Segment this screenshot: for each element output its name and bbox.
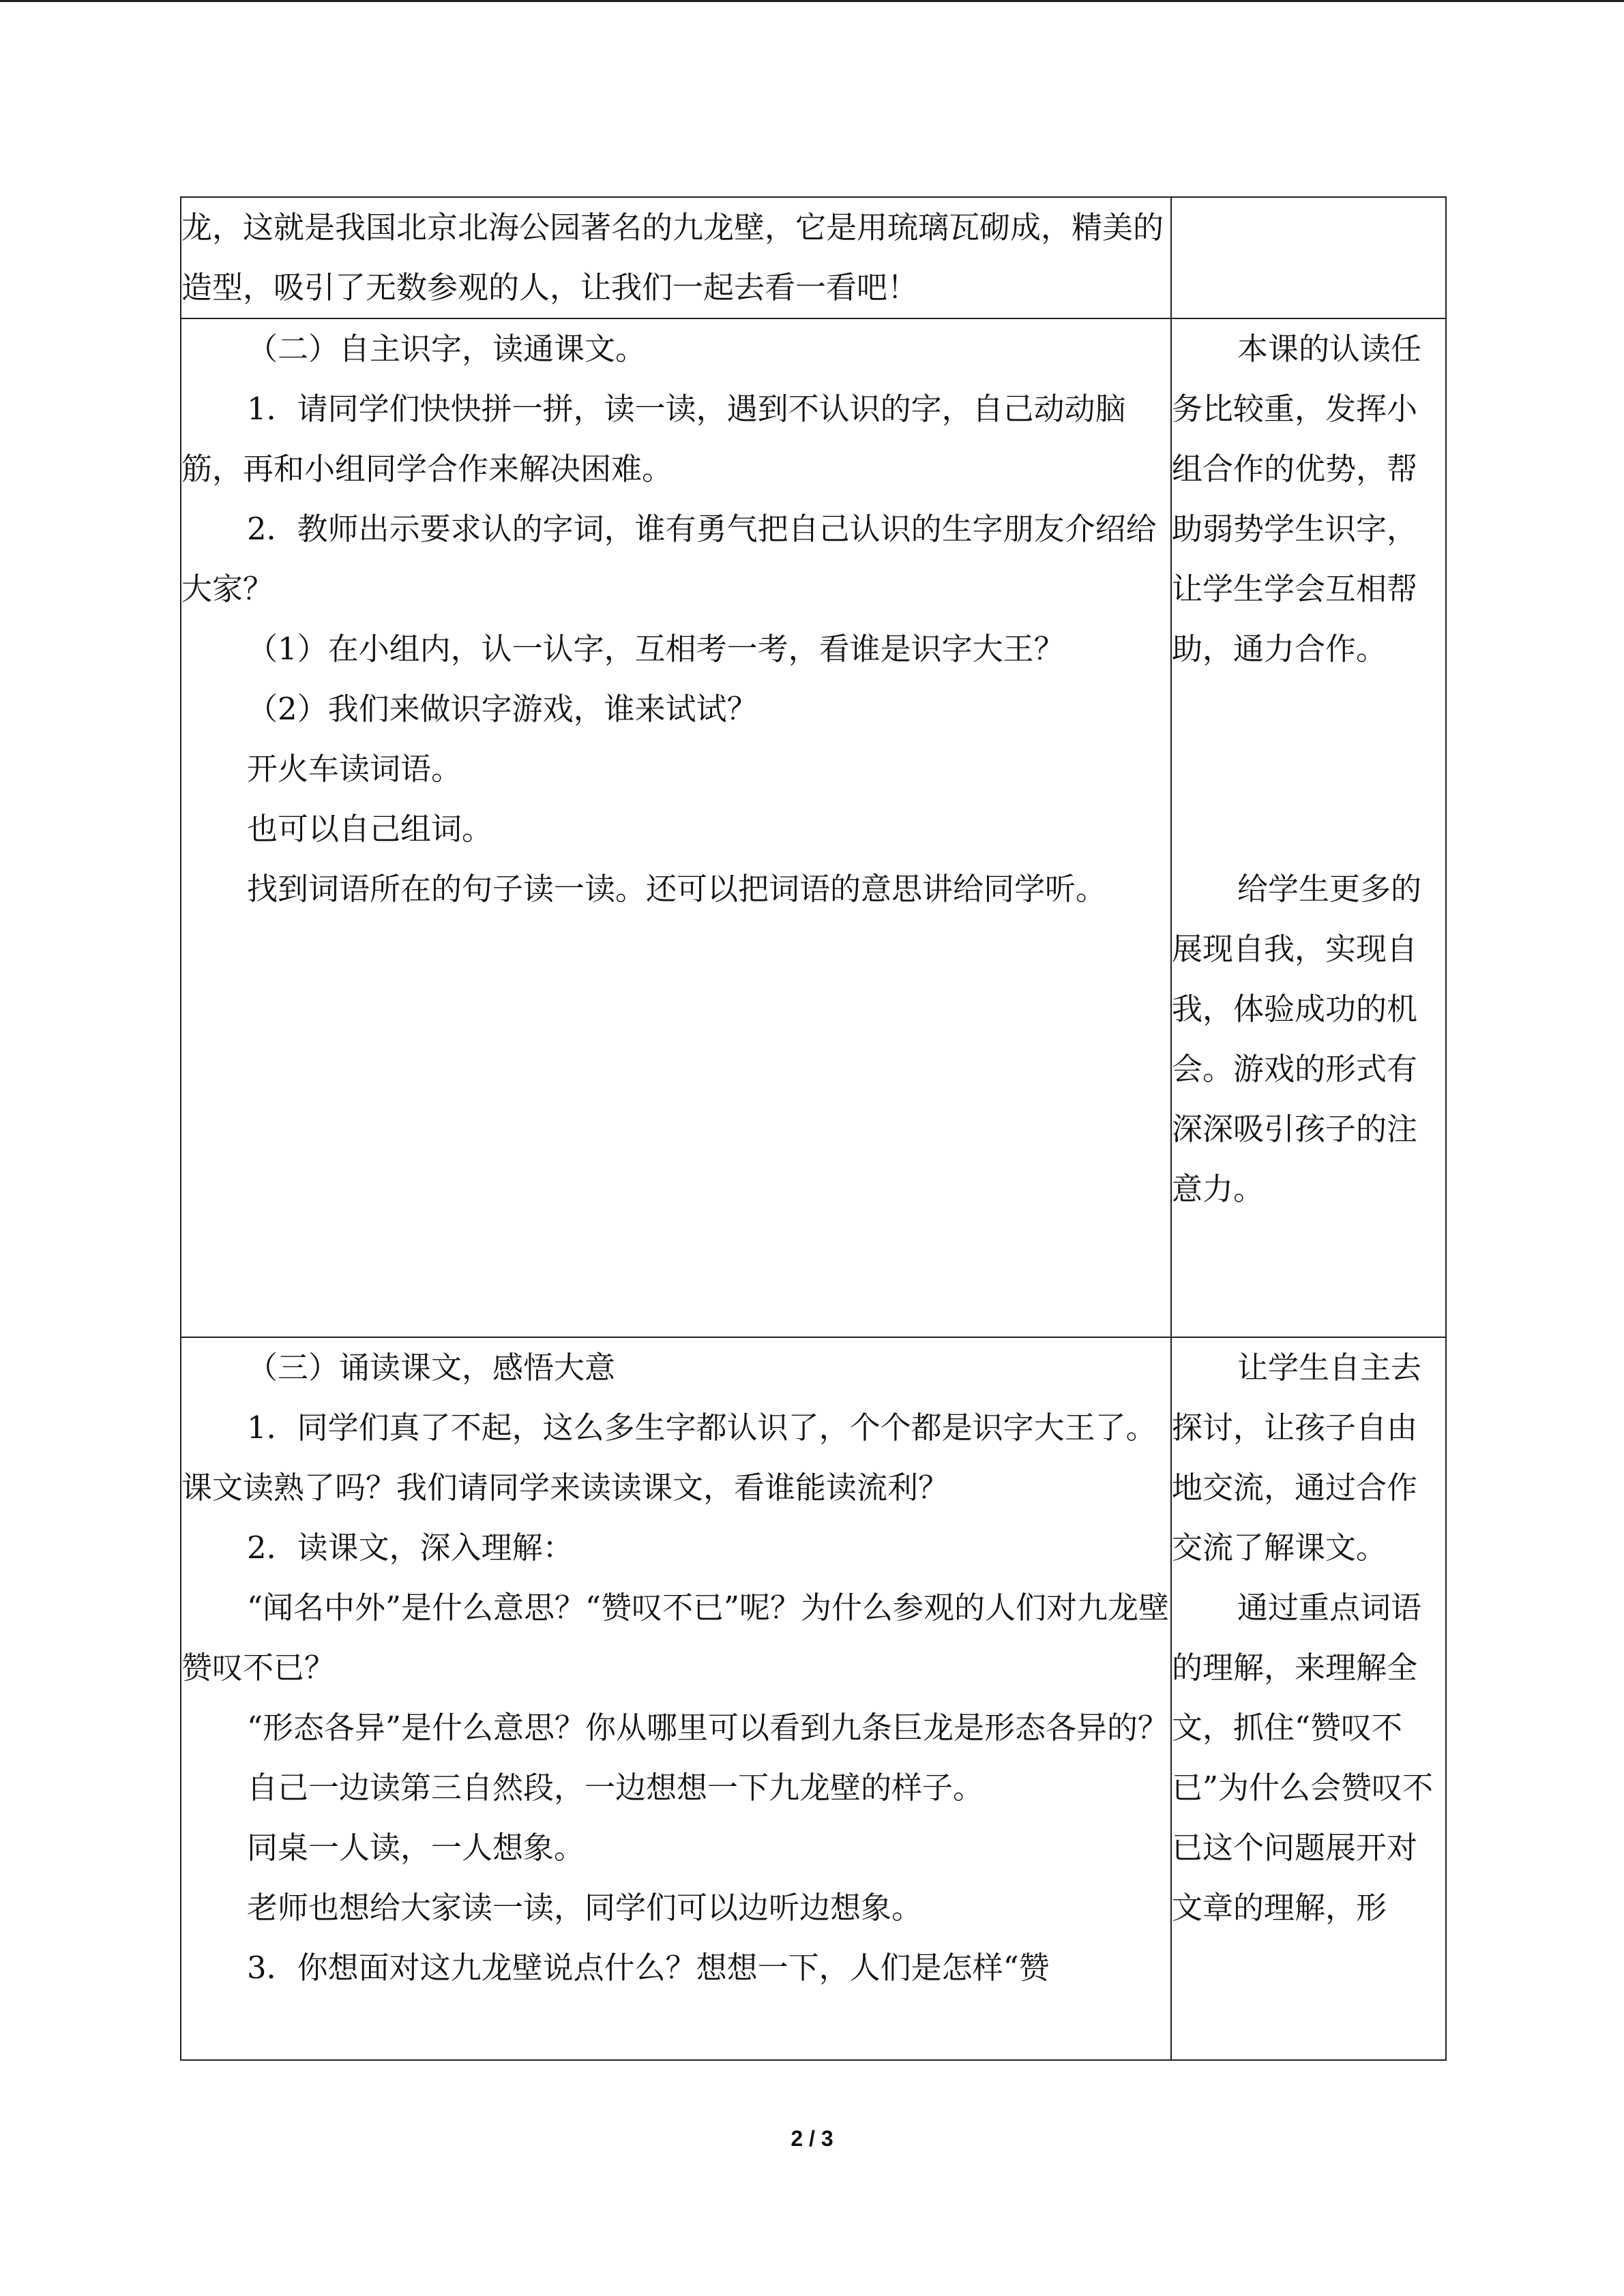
paragraph: “形态各异”是什么意思？你从哪里可以看到九条巨龙是形态各异的？: [247, 1710, 1169, 1746]
paragraph: （2）我们来做识字游戏，谁来试试？: [247, 691, 758, 727]
section-heading: （二）自主识字，读通课文。: [247, 331, 647, 367]
paragraph: 龙，这就是我国北京北海公园著名的九龙壁，它是用琉璃瓦砌成，精美的造型，吸引了无数参观的人，让我们一起去看一看吧！: [181, 209, 1164, 305]
section-heading: （三）诵读课文，感悟大意: [247, 1350, 616, 1386]
paragraph: 2．教师出示要求认的字词，谁有勇气把自己认识的生字朋友介绍给大家？: [181, 511, 1157, 607]
paragraph: 也可以自己组词。: [247, 811, 493, 847]
paragraph: 3．你想面对这九龙壁说点什么？想想一下，人们是怎样“赞: [247, 1950, 1050, 1986]
paragraph: 开火车读词语。: [247, 751, 462, 787]
teaching-note: 通过重点词语的理解，来理解全文，抓住“赞叹不已”为什么会赞叹不已这个问题展开对文章的理解，形: [1172, 1590, 1434, 1926]
notes-cell: [1171, 1337, 1446, 2060]
lesson-plan-table: [180, 196, 1447, 2061]
paragraph: 2．读课文，深入理解：: [247, 1530, 574, 1566]
table-row: [181, 1337, 1446, 2060]
page-top-border: [0, 0, 1624, 2]
paragraph: （1）在小组内，认一认字，互相考一考，看谁是识字大王？: [247, 631, 1065, 667]
teaching-note: 本课的认读任务比较重，发挥小组合作的优势，帮助弱势学生识字，让学生学会互相帮助，通力合作。: [1172, 331, 1422, 667]
paragraph: 自己一边读第三自然段，一边想想一下九龙壁的样子。: [247, 1770, 984, 1806]
paragraph: “闻名中外”是什么意思？“赞叹不已”呢？为什么参观的人们对九龙壁赞叹不已？: [181, 1590, 1170, 1686]
paragraph: 1．请同学们快快拼一拼，读一读，遇到不认识的字，自己动动脑筋，再和小组同学合作来解决困难。: [181, 391, 1126, 487]
paragraph: 找到词语所在的句子读一读。还可以把词语的意思讲给同学听。: [247, 871, 1107, 907]
content-cell: [181, 197, 1171, 318]
paragraph: 老师也想给大家读一读，同学们可以边听边想象。: [247, 1890, 923, 1926]
teaching-note: 给学生更多的展现自我，实现自我，体验成功的机会。游戏的形式有深深吸引孩子的注意力。: [1172, 871, 1422, 1207]
notes-cell: [1171, 197, 1446, 318]
paragraph: 1．同学们真了不起，这么多生字都认识了，个个都是识字大王了。课文读熟了吗？我们请同学来读读课文，看谁能读流利？: [181, 1410, 1157, 1506]
notes-cell: [1171, 318, 1446, 1337]
paragraph: 同桌一人读，一人想象。: [247, 1830, 585, 1866]
table-row: [181, 197, 1446, 318]
content-cell: [181, 1337, 1171, 2060]
table-row: [181, 318, 1446, 1337]
content-cell: [181, 318, 1171, 1337]
page-number: 2 / 3: [791, 2126, 833, 2151]
note-spacer: [1172, 679, 1445, 859]
teaching-note: 让学生自主去探讨，让孩子自由地交流，通过合作交流了解课文。: [1172, 1350, 1422, 1566]
